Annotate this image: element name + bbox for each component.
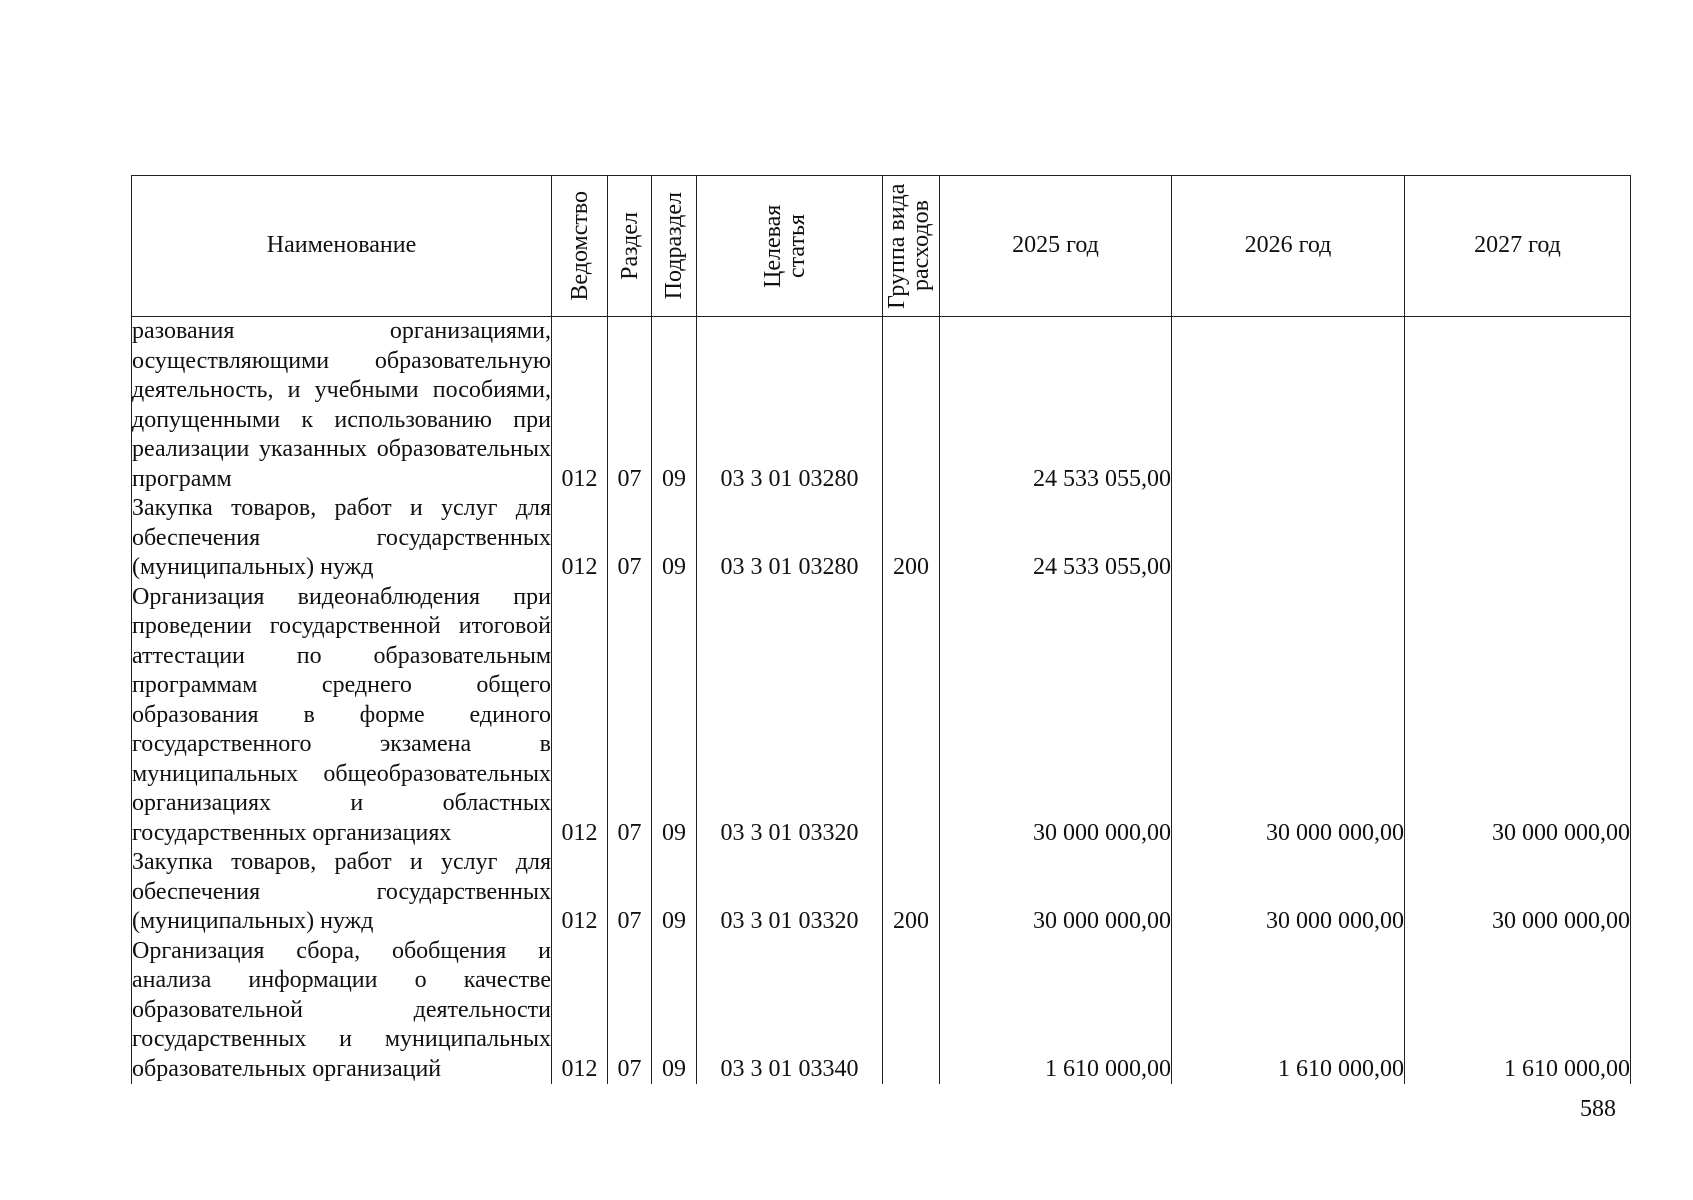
row-2027: 30 000 000,00 <box>1405 848 1631 937</box>
table-header-row <box>132 176 1631 317</box>
row-vedomstvo: 012 <box>552 848 608 937</box>
row-razdel: 07 <box>608 317 652 495</box>
page-number: 588 <box>1580 1096 1616 1122</box>
row-gruppa: 200 <box>883 494 940 583</box>
table-row <box>132 494 1631 583</box>
header-vedomstvo: Ведомство <box>552 176 608 317</box>
row-razdel: 07 <box>608 494 652 583</box>
row-tselevaya-statya: 03 3 01 03280 <box>697 317 883 495</box>
row-2027: 30 000 000,00 <box>1405 583 1631 849</box>
row-tselevaya-statya: 03 3 01 03320 <box>697 583 883 849</box>
row-podrazdel: 09 <box>652 937 697 1085</box>
row-2026 <box>1172 494 1405 583</box>
table-row <box>132 848 1631 937</box>
header-gruppa-vida-raskhodov: Группа вида расходов <box>883 176 940 317</box>
row-2025: 30 000 000,00 <box>940 848 1172 937</box>
row-podrazdel: 09 <box>652 583 697 849</box>
row-tselevaya-statya: 03 3 01 03340 <box>697 937 883 1085</box>
row-name: Организация видеонаблюдения при проведении государственной итоговой аттестации по образовательным программам среднего общего образования в форме единого государственного экзамена в муниципальных общеобразовательных организациях и областных государственных организациях <box>132 583 552 849</box>
row-gruppa: 200 <box>883 848 940 937</box>
header-2026: 2026 год <box>1172 176 1405 317</box>
row-tselevaya-statya: 03 3 01 03280 <box>697 494 883 583</box>
row-vedomstvo: 012 <box>552 583 608 849</box>
row-2025: 24 533 055,00 <box>940 494 1172 583</box>
row-2027: 1 610 000,00 <box>1405 937 1631 1085</box>
table-row <box>132 317 1631 495</box>
row-podrazdel: 09 <box>652 317 697 495</box>
table-row <box>132 937 1631 1085</box>
row-vedomstvo: 012 <box>552 494 608 583</box>
row-podrazdel: 09 <box>652 494 697 583</box>
row-2027 <box>1405 317 1631 495</box>
row-podrazdel: 09 <box>652 848 697 937</box>
row-2025: 30 000 000,00 <box>940 583 1172 849</box>
row-vedomstvo: 012 <box>552 317 608 495</box>
row-2026: 30 000 000,00 <box>1172 583 1405 849</box>
row-tselevaya-statya: 03 3 01 03320 <box>697 848 883 937</box>
row-gruppa <box>883 937 940 1085</box>
header-2027: 2027 год <box>1405 176 1631 317</box>
budget-table <box>131 175 1631 1084</box>
header-2025: 2025 год <box>940 176 1172 317</box>
row-gruppa <box>883 317 940 495</box>
row-2026 <box>1172 317 1405 495</box>
row-name: Закупка товаров, работ и услуг для обеспечения государственных (муниципальных) нужд <box>132 848 552 937</box>
row-vedomstvo: 012 <box>552 937 608 1085</box>
row-2026: 1 610 000,00 <box>1172 937 1405 1085</box>
row-gruppa <box>883 583 940 849</box>
table-row <box>132 583 1631 849</box>
row-2027 <box>1405 494 1631 583</box>
row-2025: 1 610 000,00 <box>940 937 1172 1085</box>
header-razdel: Раздел <box>608 176 652 317</box>
header-podrazdel: Подраздел <box>652 176 697 317</box>
row-razdel: 07 <box>608 937 652 1085</box>
header-name: Наименование <box>132 176 552 317</box>
row-name: Закупка товаров, работ и услуг для обеспечения государственных (муниципальных) нужд <box>132 494 552 583</box>
header-tselevaya-statya: Целевая статья <box>697 176 883 317</box>
row-name: разования организациями, осуществляющими образовательную деятельность, и учебными пособиями, допущенными к использованию при реализации указанных образовательных программ <box>132 317 552 495</box>
row-razdel: 07 <box>608 583 652 849</box>
row-razdel: 07 <box>608 848 652 937</box>
row-name: Организация сбора, обобщения и анализа информации о качестве образовательной деятельности государственных и муниципальных образовательных организаций <box>132 937 552 1085</box>
row-2026: 30 000 000,00 <box>1172 848 1405 937</box>
row-2025: 24 533 055,00 <box>940 317 1172 495</box>
